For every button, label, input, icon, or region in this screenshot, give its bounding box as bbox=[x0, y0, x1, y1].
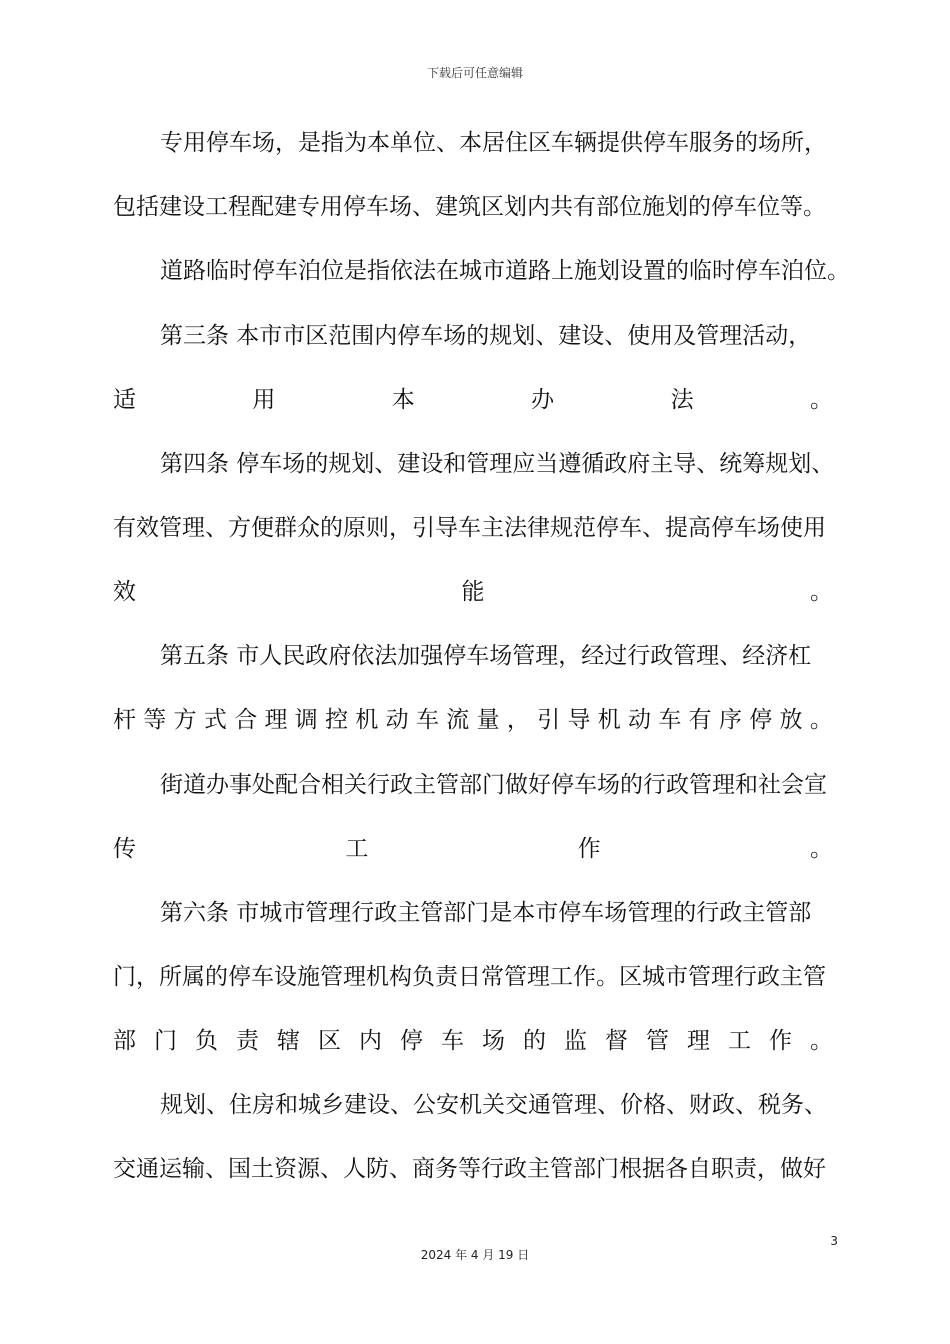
line-character: 式 bbox=[203, 707, 227, 733]
text-line: 第四条 停车场的规划、建设和管理应当遵循政府主导、统筹规划、 bbox=[160, 451, 835, 477]
line-character: 法 bbox=[670, 387, 694, 413]
line-character: 能 bbox=[461, 579, 485, 605]
text-line: 第三条 本市市区范围内停车场的规划、建设、使用及管理活动， bbox=[160, 323, 812, 349]
text-line: 交通运输、国土资源、人防、商务等行政主管部门根据各自职责，做好 bbox=[113, 1156, 826, 1182]
line-character: 工 bbox=[728, 1028, 751, 1054]
line-character: 场 bbox=[482, 1028, 505, 1054]
line-character: 理 bbox=[687, 1028, 710, 1054]
line-character: 本 bbox=[391, 387, 415, 413]
line-character: 辖 bbox=[277, 1028, 300, 1054]
line-character: 的 bbox=[523, 1028, 546, 1054]
line-character: 。 bbox=[810, 1028, 833, 1054]
line-character: 调 bbox=[294, 707, 318, 733]
line-character: 机 bbox=[355, 707, 379, 733]
line-character: 动 bbox=[385, 707, 409, 733]
line-character: 有 bbox=[688, 707, 712, 733]
line-character: 流 bbox=[446, 707, 470, 733]
line-character: 部 bbox=[113, 1028, 136, 1054]
line-character: 督 bbox=[605, 1028, 628, 1054]
line-character: 序 bbox=[718, 707, 742, 733]
text-line: 包括建设工程配建专用停车场、建筑区划内共有部位施划的停车位等。 bbox=[113, 194, 826, 220]
line-character: 等 bbox=[143, 707, 167, 733]
line-character: 监 bbox=[564, 1028, 587, 1054]
page-number: 3 bbox=[830, 1234, 838, 1248]
line-character: 办 bbox=[531, 387, 555, 413]
justified-line bbox=[0, 829, 950, 869]
line-character: 。 bbox=[810, 579, 833, 605]
line-character: 区 bbox=[318, 1028, 341, 1054]
line-character: 负 bbox=[195, 1028, 218, 1054]
line-character: 管 bbox=[646, 1028, 669, 1054]
text-line: 规划、住房和城乡建设、公安机关交通管理、价格、财政、税务、 bbox=[160, 1092, 827, 1118]
line-character: 导 bbox=[567, 707, 591, 733]
line-character: 效 bbox=[113, 579, 136, 605]
line-character: 量 bbox=[476, 707, 500, 733]
line-character: ， bbox=[506, 707, 530, 733]
line-character: 。 bbox=[809, 836, 833, 862]
line-character: 方 bbox=[173, 707, 197, 733]
line-character: 作 bbox=[769, 1028, 792, 1054]
footer-date: 2024 年 4 月 19 日 bbox=[420, 1248, 530, 1262]
line-character: 理 bbox=[264, 707, 288, 733]
line-character: 传 bbox=[113, 836, 136, 862]
line-character: 合 bbox=[234, 707, 258, 733]
line-character: 车 bbox=[658, 707, 682, 733]
justified-line bbox=[0, 572, 950, 612]
line-character: 。 bbox=[809, 387, 833, 413]
page-header: 下载后可任意编辑 bbox=[426, 66, 523, 80]
line-character: 机 bbox=[597, 707, 621, 733]
line-character: 引 bbox=[537, 707, 561, 733]
justified-line bbox=[0, 700, 950, 740]
text-line: 第五条 市人民政府依法加强停车场管理，经过行政管理、经济杠 bbox=[160, 643, 812, 669]
justified-line bbox=[0, 1021, 950, 1061]
line-character: 车 bbox=[441, 1028, 464, 1054]
line-character: 内 bbox=[359, 1028, 382, 1054]
line-character: 。 bbox=[809, 707, 833, 733]
line-character: 放 bbox=[779, 707, 803, 733]
line-character: 用 bbox=[252, 387, 276, 413]
line-character: 作 bbox=[577, 836, 601, 862]
line-character: 工 bbox=[345, 836, 369, 862]
justified-line bbox=[0, 380, 950, 420]
line-character: 责 bbox=[236, 1028, 259, 1054]
text-line: 门，所属的停车设施管理机构负责日常管理工作。区城市管理行政主管 bbox=[113, 964, 826, 990]
text-line: 街道办事处配合相关行政主管部门做好停车场的行政管理和社会宣 bbox=[160, 772, 827, 798]
text-line: 道路临时停车泊位是指依法在城市道路上施划设置的临时停车泊位。 bbox=[160, 258, 850, 284]
line-character: 停 bbox=[400, 1028, 423, 1054]
line-character: 控 bbox=[325, 707, 349, 733]
line-character: 停 bbox=[749, 707, 773, 733]
line-character: 门 bbox=[154, 1028, 177, 1054]
line-character: 杆 bbox=[113, 707, 136, 733]
line-character: 动 bbox=[628, 707, 652, 733]
text-line: 第六条 市城市管理行政主管部门是本市停车场管理的行政主管部 bbox=[160, 900, 812, 926]
line-character: 适 bbox=[113, 387, 136, 413]
line-character: 车 bbox=[415, 707, 439, 733]
text-line: 专用停车场，是指为本单位、本居住区车辆提供停车服务的场所， bbox=[160, 130, 827, 156]
text-line: 有效管理、方便群众的原则，引导车主法律规范停车、提高停车场使用 bbox=[113, 515, 826, 541]
